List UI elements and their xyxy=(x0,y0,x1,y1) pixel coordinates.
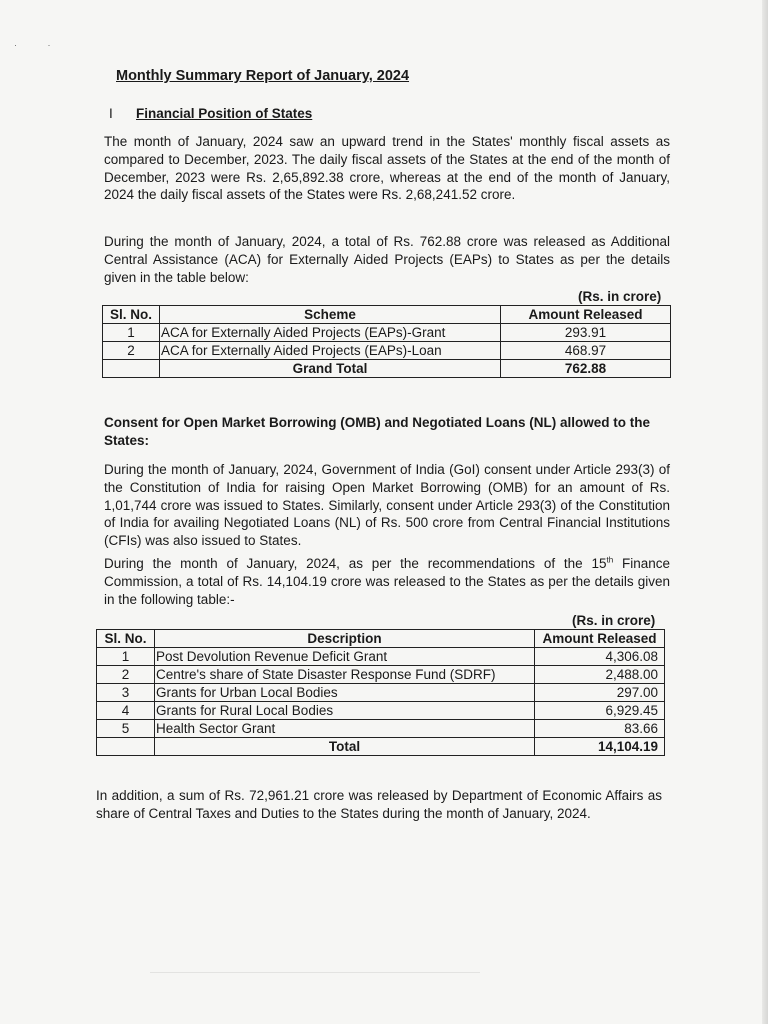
amount-cell: 6,929.45 xyxy=(535,702,665,720)
total-row xyxy=(103,360,671,378)
table-row xyxy=(103,324,671,342)
total-label: Grand Total xyxy=(160,360,501,378)
table-row xyxy=(103,342,671,360)
aca-table xyxy=(102,305,671,378)
sl-no-cell: 1 xyxy=(97,648,155,666)
section-number: I xyxy=(109,106,113,121)
sl-no-cell: 4 xyxy=(97,702,155,720)
table1-units: (Rs. in crore) xyxy=(578,289,662,304)
total-label: Total xyxy=(155,738,535,756)
description-cell: Grants for Rural Local Bodies xyxy=(155,702,535,720)
sl-no-cell: 2 xyxy=(97,666,155,684)
column-header: Sl. No. xyxy=(97,630,155,648)
scan-edge xyxy=(762,0,768,1024)
superscript: th xyxy=(606,555,614,565)
description-cell: Post Devolution Revenue Deficit Grant xyxy=(155,648,535,666)
table-header-row xyxy=(103,306,671,324)
description-cell: Centre's share of State Disaster Response Fund (SDRF) xyxy=(155,666,535,684)
sl-no-cell: 1 xyxy=(103,324,160,342)
amount-cell: 468.97 xyxy=(501,342,671,360)
amount-cell: 83.66 xyxy=(535,720,665,738)
sl-no-cell: 2 xyxy=(103,342,160,360)
table-row xyxy=(97,702,665,720)
scheme-cell: ACA for Externally Aided Projects (EAPs)-Loan xyxy=(160,342,501,360)
section-heading xyxy=(109,106,312,121)
column-header: Amount Released xyxy=(501,306,671,324)
report-title: Monthly Summary Report of January, 2024 xyxy=(116,68,410,84)
table2-units: (Rs. in crore) xyxy=(572,613,656,628)
column-header: Amount Released xyxy=(535,630,665,648)
total-amount: 14,104.19 xyxy=(535,738,665,756)
table-row xyxy=(97,648,665,666)
table-row xyxy=(97,666,665,684)
paragraph-text: During the month of January, 2024, as per the recommendations of the 15 xyxy=(104,556,607,571)
sl-no-cell: 3 xyxy=(97,684,155,702)
finance-commission-paragraph xyxy=(104,555,670,608)
fiscal-assets-paragraph: The month of January, 2024 saw an upward trend in the States' monthly fiscal assets as compared to December, 2023. The daily fiscal assets of the States at the end of the month of December, 2023 were Rs. 2,65,892.38 crore, whereas at the end of the month of January, 2024 the daily fiscal assets of the States were Rs. 2,68,241.52 crore. xyxy=(104,134,670,203)
section-title: Financial Position of States xyxy=(136,106,313,121)
scan-artifact-line xyxy=(150,972,480,973)
omb-consent-paragraph: During the month of January, 2024, Government of India (GoI) consent under Article 293(3) of the Constitution of India for raising Open Market Borrowing (OMB) for an amount of Rs. 1,01,744 crore was issued to States. Similarly, consent under Article 293(3) of the Constitution of India for availing Negotiated Loans (NL) of Rs. 500 crore from Central Financial Institutions (CFIs) was also issued to States. xyxy=(104,462,670,549)
amount-cell: 297.00 xyxy=(535,684,665,702)
sl-no-cell: 5 xyxy=(97,720,155,738)
central-taxes-paragraph: In addition, a sum of Rs. 72,961.21 crore was released by Department of Economic Affairs as share of Central Taxes and Duties to the States during the month of January, 2024. xyxy=(96,788,662,821)
scheme-cell: ACA for Externally Aided Projects (EAPs)-Grant xyxy=(160,324,501,342)
description-cell: Health Sector Grant xyxy=(155,720,535,738)
amount-cell: 293.91 xyxy=(501,324,671,342)
description-cell: Grants for Urban Local Bodies xyxy=(155,684,535,702)
column-header: Description xyxy=(155,630,535,648)
column-header: Scheme xyxy=(160,306,501,324)
amount-cell: 2,488.00 xyxy=(535,666,665,684)
column-header: Sl. No. xyxy=(103,306,160,324)
table-header-row xyxy=(97,630,665,648)
table-row xyxy=(97,720,665,738)
amount-cell: 4,306.08 xyxy=(535,648,665,666)
empty-cell xyxy=(103,360,160,378)
scan-specks: · · xyxy=(14,40,65,50)
finance-commission-table xyxy=(96,629,665,756)
table-row xyxy=(97,684,665,702)
omb-nl-heading: Consent for Open Market Borrowing (OMB) and Negotiated Loans (NL) allowed to the States: xyxy=(104,415,651,448)
total-row xyxy=(97,738,665,756)
paragraph-text: Finance Commission, a total of Rs. 14,104.19 crore was released to the States as per the details given in the following table:- xyxy=(104,556,670,607)
empty-cell xyxy=(97,738,155,756)
aca-release-paragraph: During the month of January, 2024, a total of Rs. 762.88 crore was released as Additional Central Assistance (ACA) for Externally Aided Projects (EAPs) to States as per the details given in the table below: xyxy=(104,234,670,285)
total-amount: 762.88 xyxy=(501,360,671,378)
